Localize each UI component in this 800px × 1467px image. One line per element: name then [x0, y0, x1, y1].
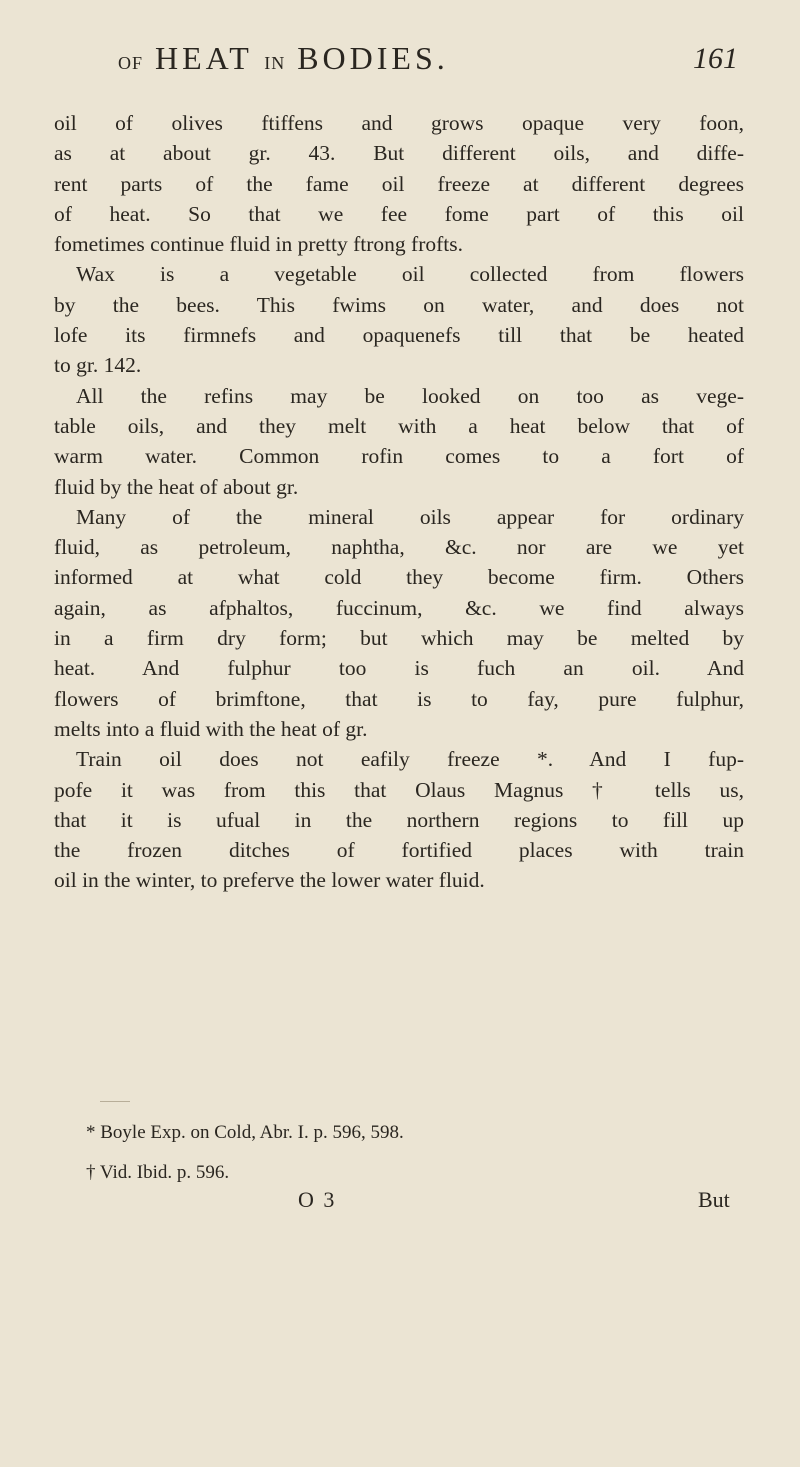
running-head-bodies: BODIES.	[297, 40, 449, 76]
text-line: oil in the winter, to preferve the lower water fluid.	[54, 868, 485, 893]
text-line: Wax is a vegetable oil collected from flowers	[76, 262, 744, 287]
text-line: warm water. Common rofin comes to a fort of	[54, 444, 744, 469]
text-line: rent parts of the fame oil freeze at different degrees	[54, 171, 744, 196]
running-head-of: OF	[118, 53, 144, 73]
text-line: Many of the mineral oils appear for ordinary	[76, 504, 744, 529]
text-line: All the refins may be looked on too as vege-	[76, 383, 744, 408]
footnote-boyle: * Boyle Exp. on Cold, Abr. I. p. 596, 598.	[86, 1122, 404, 1143]
text-line: by the bees. This fwims on water, and does not	[54, 292, 744, 317]
footnote-rule	[100, 1101, 130, 1102]
text-line: fometimes continue fluid in pretty ftrong frofts.	[54, 232, 464, 257]
text-line: table oils, and they melt with a heat below that of	[54, 413, 744, 438]
page-header	[118, 40, 738, 80]
text-line: again, as afphaltos, fuccinum, &c. we find always	[54, 595, 744, 620]
text-line: flowers of brimftone, that is to fay, pure fulphur,	[54, 686, 744, 711]
text-line: fluid by the heat of about gr.	[54, 474, 299, 499]
text-line: heat. And fulphur too is fuch an oil. And	[54, 656, 744, 681]
text-line: of heat. So that we fee fome part of this oil	[54, 201, 744, 226]
text-line: Train oil does not eafily freeze *. And I fup-	[76, 747, 744, 772]
running-head	[118, 40, 449, 77]
text-line: to gr. 142.	[54, 353, 142, 378]
text-line: melts into a fluid with the heat of gr.	[54, 716, 368, 741]
text-line: that it is ufual in the northern regions to fill up	[54, 807, 744, 832]
running-head-in: IN	[264, 53, 286, 73]
footnotes	[86, 1113, 746, 1193]
footnote-ibid: † Vid. Ibid. p. 596.	[86, 1162, 230, 1183]
text-line: as at about gr. 43. But different oils, and diffe-	[54, 141, 744, 166]
text-line: pofe it was from this that Olaus Magnus † tells us,	[54, 777, 744, 802]
text-line: informed at what cold they become firm. Others	[54, 565, 744, 590]
text-line: in a firm dry form; but which may be melted by	[54, 626, 744, 651]
text-line: lofe its firmnefs and opaquenefs till that be heated	[54, 323, 744, 348]
catchword: But	[698, 1187, 730, 1212]
text-line: fluid, as petroleum, naphtha, &c. nor are we yet	[54, 535, 744, 560]
text-line: oil of olives ftiffens and grows opaque very foon,	[54, 111, 744, 135]
body-text	[54, 108, 744, 896]
page-number: 161	[693, 42, 738, 75]
running-head-heat: HEAT	[155, 40, 253, 76]
signature-mark: O 3	[298, 1187, 337, 1212]
text-line: the frozen ditches of fortified places with train	[54, 838, 744, 863]
